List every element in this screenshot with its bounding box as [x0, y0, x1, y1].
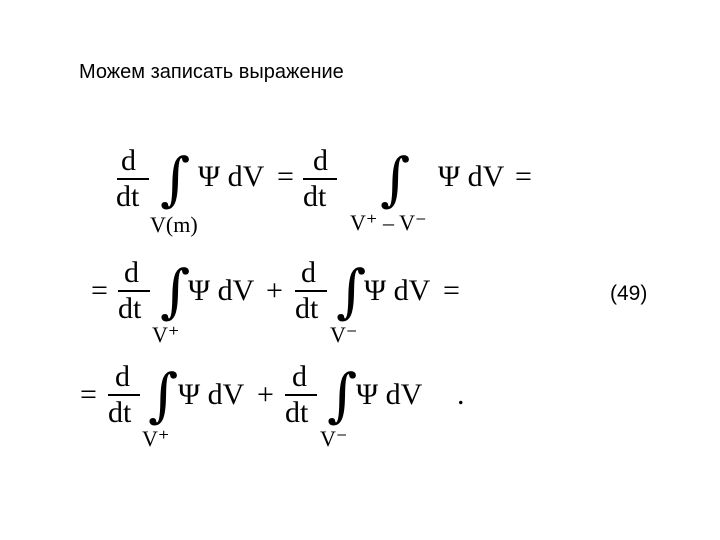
- derivative-numerator: d: [115, 360, 130, 393]
- derivative-denominator: dt: [108, 396, 132, 429]
- integral-limit: V(m): [150, 212, 198, 237]
- plus-sign: +: [257, 378, 274, 411]
- integrand: Ψ dV: [188, 274, 255, 307]
- derivative-numerator: d: [301, 256, 316, 289]
- derivative-denominator: dt: [118, 292, 142, 325]
- derivative-denominator: dt: [295, 292, 319, 325]
- equals-sign: =: [515, 160, 532, 193]
- derivative-numerator: d: [292, 360, 307, 393]
- intro-text: Можем записать выражение: [79, 61, 344, 83]
- integrand: Ψ dV: [198, 160, 265, 193]
- integrand: Ψ dV: [178, 378, 245, 411]
- integrand: Ψ dV: [438, 160, 505, 193]
- integral-limit: V⁺: [152, 322, 180, 347]
- integral-limit: V⁺: [142, 426, 170, 451]
- derivative-numerator: d: [121, 144, 136, 177]
- integrand: Ψ dV: [356, 378, 423, 411]
- integral-sign: ∫: [380, 145, 411, 213]
- equals-sign: =: [277, 160, 294, 193]
- integral-limit: V⁻: [320, 426, 348, 451]
- equals-sign: =: [443, 274, 460, 307]
- integral-limit: V⁺ – V⁻: [350, 210, 427, 235]
- derivative-numerator: d: [313, 144, 328, 177]
- integral-sign: ∫: [160, 145, 191, 213]
- integral-sign: ∫: [160, 257, 191, 325]
- period: .: [457, 378, 465, 411]
- derivative-denominator: dt: [285, 396, 309, 429]
- derivative-denominator: dt: [116, 180, 140, 213]
- equation-number: (49): [610, 282, 648, 305]
- equals-sign: =: [91, 274, 108, 307]
- integrand: Ψ dV: [364, 274, 431, 307]
- integral-sign: ∫: [327, 361, 358, 429]
- equals-sign: =: [80, 378, 97, 411]
- derivative-numerator: d: [124, 256, 139, 289]
- integral-sign: ∫: [336, 257, 367, 325]
- plus-sign: +: [266, 274, 283, 307]
- integral-sign: ∫: [148, 361, 179, 429]
- integral-limit: V⁻: [330, 322, 358, 347]
- derivative-denominator: dt: [303, 180, 327, 213]
